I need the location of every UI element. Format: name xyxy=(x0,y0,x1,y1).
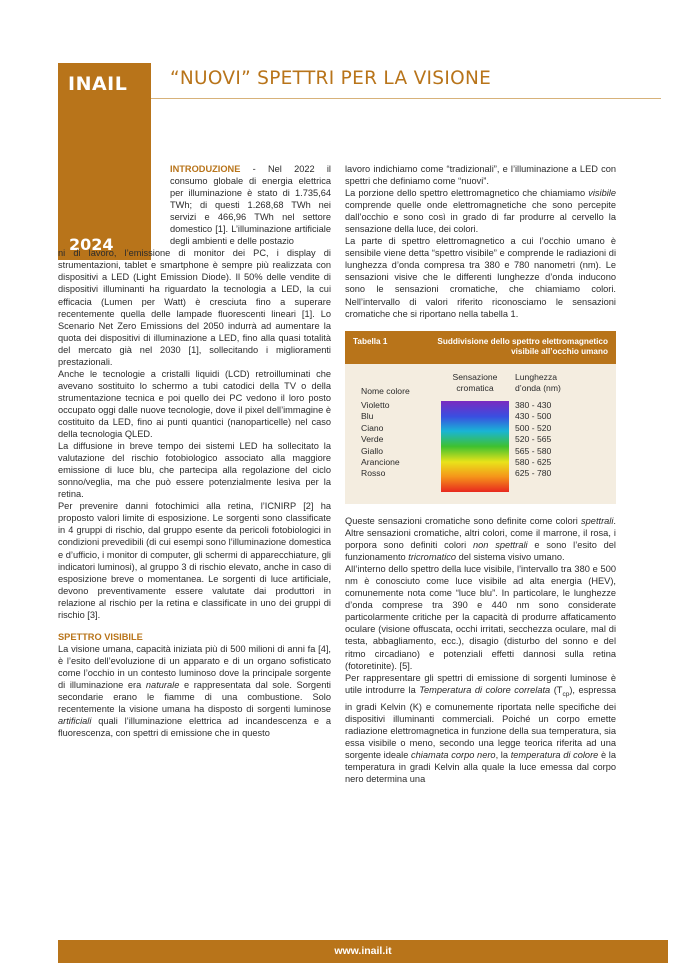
wavelength-range-4: 565 - 580 xyxy=(515,445,552,456)
color-name-3: Verde xyxy=(361,434,384,445)
wavelength-range-3: 520 - 565 xyxy=(515,434,552,445)
spectrum-table xyxy=(345,331,616,504)
table-rows xyxy=(361,400,600,492)
vision-paragraph xyxy=(58,643,331,739)
color-name-1: Blu xyxy=(361,411,374,422)
spectral-em: spettrali xyxy=(581,516,614,527)
intro-heading: INTRODUZIONE xyxy=(170,164,241,174)
traditional-paragraph: lavoro indichiamo come “tradizionali”, e l’illuminazione a LED con spettri che definiamo come “nuovi”. xyxy=(345,164,616,187)
table-header xyxy=(345,331,616,364)
vision-natural: naturale xyxy=(145,679,180,690)
cct-text-e: è la temperatura in gradi Kelvin alla quale la luce emessa dal corpo nero determina una xyxy=(345,749,617,784)
icnirp-paragraph: Per prevenire danni fotochimici alla retina, l’ICNIRP [2] ha proposto valori limite di esposizione. Le sorgenti sono classificate in 4 gruppi di rischio, dal gruppo esente da pericoli fotobiologici in condizioni prevedibili (di cui esempi sono l’illuminazione domestica e d’ufficio, i monitor di computer, gli schermi di apparecchiature, gli indicatori luminosi), al gruppo 3 di rischio elevato, anche in caso di esposizione breve o momentanea. Le sorgenti di luce artificiale, devono preventivamente essere valutate dai produttori in relazione al rischio per la retina e classificate in uno dei gruppi di rischio [3]. xyxy=(58,501,331,620)
vision-text-b: e rappresentata dal sole. Sorgenti secondarie erano le fiamme di una combustione. Solo recentemente la visione umana ha disposto di sorgenti luminose xyxy=(58,679,331,715)
intro-text-top: - Nel 2022 il consumo globale di energia elettrica per illuminazione è stato di 1.735,64 TWh; di questi 1.268,68 TWh nei servizi e 466,96 TWh nel settore domestico [1]. L’illuminazione artificiale degli ambienti e delle postazio xyxy=(170,164,331,247)
table-body xyxy=(345,364,616,504)
spectral-text-d: del sistema visivo umano. xyxy=(456,552,565,563)
wavelength-range-5: 580 - 625 xyxy=(515,457,552,468)
intro-paragraph-rest: ni di lavoro, l’emissione di monitor dei PC, i display di strumentazioni, tablet e smartphone è sempre più realizzata con dispositivi a LED (Light Emission Diode). Il 50% delle vendite di dispositivi illuminanti ha riguardato la tecnologia a LED, la cui efficacia (Lumen per Watt) è cresciuta fino a superare recentemente quella delle lampade fluorescenti lineari [1]. Lo Scenario Net Zero Emissions del 2050 indurrà ad aumentare la quota dei dispositivi di illuminazione a LED, fino alla quasi totalità del mercato già nel 2030 [1], sollecitando i miglioramenti prestazionali. xyxy=(58,248,331,367)
vision-text-c: quali l’illuminazione elettrica ad incandescenza e a fluorescenza, con spettri di emissione che in questo xyxy=(58,716,331,739)
col-wavelength-header: Lunghezza d’onda (nm) xyxy=(515,371,561,394)
wavelength-ranges xyxy=(509,400,579,492)
wavelength-range-0: 380 - 430 xyxy=(515,400,552,411)
table-column-headers xyxy=(361,372,600,397)
col-sensation-header: Sensazione cromatica xyxy=(452,371,498,394)
inail-logo: INAIL xyxy=(68,73,128,95)
intro-paragraph-top xyxy=(170,163,331,247)
cct-text-d: , la xyxy=(495,749,511,760)
cct-text-a: Per rappresentare gli spettri di emissione di sorgenti luminose è utile introdurre la xyxy=(345,672,616,695)
title-divider xyxy=(151,98,661,99)
cct-text-c: ), espressa in gradi Kelvin (K) e comunemente riportata nelle specifiche dei dispositivi illuminanti commerciali. Poiché un corpo emette radiazione elettromagnetica in funzione della sua temperatura, sia essa visibile o meno, secondo una legge teorica riferita ad una sorgente ideale xyxy=(345,684,616,760)
spectrum-paragraph: La parte di spettro elettromagnetico a cui l’occhio umano è sensibile viene detta “spettro visibile” e comprende le radiazioni di lunghezza d’onda compresa tra 380 e 780 nanometri (nm). Le sensazioni visive che le differenti lunghezze d’onda inducono sono le sensazioni cromatiche, che chiamiamo colori. Nell’intervallo di valori riferito riconosciamo le sensazioni cromatiche che si riportano nella tabella 1. xyxy=(345,236,616,319)
spectral-text-b: . Altre sensazioni cromatiche, altri colori, come il marrone, il rosa, i porpora sono definiti colori xyxy=(345,516,616,551)
cct-paragraph xyxy=(345,672,616,785)
cct-text-b: (T xyxy=(550,684,563,695)
lcd-paragraph: Anche le tecnologie a cristalli liquidi (LCD) retroilluminati che avevano sostituito lo schermo a tubi catodici della TV o della strumentazione tecnica e poi quello dei PC vedono il loro posto occupato oggi dalle nuove tecnologie, dove il pixel dell’immagine è costituito da LED, fino ai punti quantici (nanoparticelle) nel caso della tecnologia QLED. xyxy=(58,368,331,440)
spectral-text-c: e sono l’esito del funzionamento xyxy=(345,540,616,563)
year-label: 2024 xyxy=(69,235,114,254)
color-name-5: Arancione xyxy=(361,457,400,468)
spectral-colors-paragraph xyxy=(345,515,616,563)
spettro-heading: SPETTRO VISIBILE xyxy=(58,631,143,642)
right-column xyxy=(345,163,616,785)
page-title: “NUOVI” SPETTRI PER LA VISIONE xyxy=(170,68,492,89)
color-temp-em: temperatura di colore xyxy=(510,749,599,760)
cct-subscript: cp xyxy=(562,690,570,698)
visible-text-b: comprende quelle onde elettromagnetiche che sono percepite dall’occhio e sono così in grado di far produrre al cervello la sensazione della luce, dei colori. xyxy=(345,200,616,235)
led-risk-paragraph: La diffusione in breve tempo dei sistemi LED ha sollecitato la valutazione del rischio fotobiologico associato alla maggiore emissione di luce blu, che partecipa alla regolazione del ciclo sonno/veglia, ma che può essere potenzialmente lesiva per la retina. xyxy=(58,441,331,500)
visible-em: visibile xyxy=(588,188,616,199)
cct-em: Temperatura di colore correlata xyxy=(419,684,551,695)
wavelength-range-1: 430 - 500 xyxy=(515,411,552,422)
visible-text-a: La porzione dello spettro elettromagnetico che chiamiamo xyxy=(345,188,589,199)
table-title: Suddivisione dello spettro elettromagnetico visibile all’occhio umano xyxy=(437,336,608,357)
col-name-header: Nome colore xyxy=(361,385,410,396)
color-name-6: Rosso xyxy=(361,468,386,479)
table-number: Tabella 1 xyxy=(353,336,388,346)
footer-url[interactable]: www.inail.it xyxy=(58,940,668,963)
wavelength-range-2: 500 - 520 xyxy=(515,422,552,433)
color-name-2: Ciano xyxy=(361,422,384,433)
wavelength-range-6: 625 - 780 xyxy=(515,468,552,479)
nonspectral-em: non spettrali xyxy=(472,540,528,551)
spectral-text-a: Queste sensazioni cromatiche sono definite come colori xyxy=(345,516,582,527)
spectrum-gradient xyxy=(441,401,509,492)
vision-artificial: artificiali xyxy=(58,716,92,727)
left-column xyxy=(58,163,331,739)
color-name-0: Violetto xyxy=(361,400,390,411)
color-names xyxy=(361,400,441,492)
trichromatic-em: tricromatico xyxy=(408,552,457,563)
vision-text-a: La visione umana, capacità iniziata più di 500 milioni di anni fa [4], è l’esito dell’evoluzione di un apparato e di un organo sofisticato come l’occhio in un contesto luminoso dove la principale sorgente di illuminazione era xyxy=(58,643,331,690)
visible-paragraph xyxy=(345,187,616,235)
hev-paragraph: All’interno dello spettro della luce visibile, l’intervallo tra 380 e 500 nm è conosciuto come luce visibile ad alta energia (HEV), comunemente nota come “luce blu”. In particolare, le lunghezze d’onda comprese tra 390 e 440 nm sono considerate particolarmente critiche per la capacità di produrre affaticamento oculare (visione offuscata, occhi irritati, secchezza oculare, mal di testa, abbagliamento, ecc.), disagio (disturbo del sonno e del ritmo circadiano) e potenziali effetti dannosi sulla retina (fotoretinite). [5]. xyxy=(345,564,616,671)
blackbody-em: chiamata corpo nero xyxy=(411,749,496,760)
color-name-4: Giallo xyxy=(361,445,383,456)
